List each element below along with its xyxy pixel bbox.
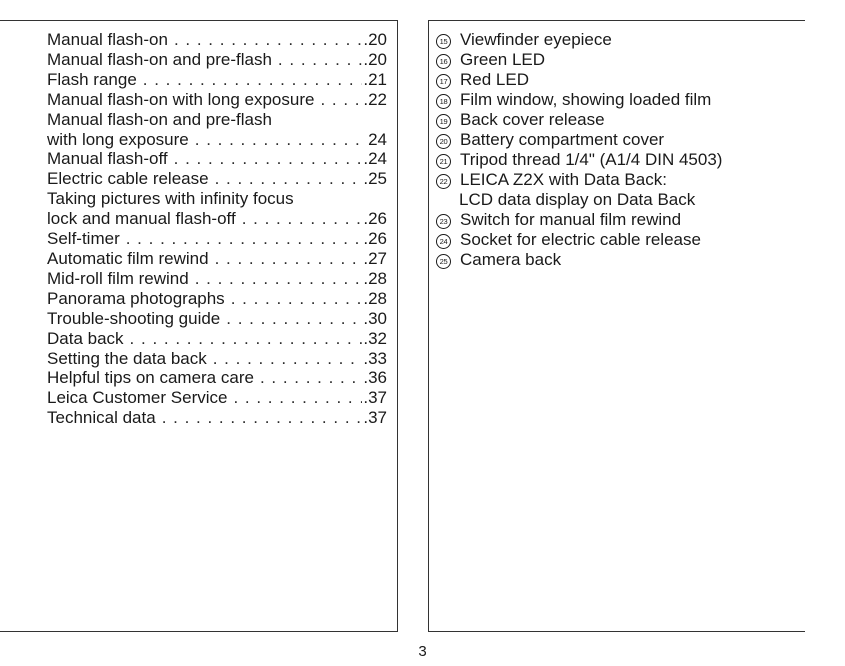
part-label: Film window, showing loaded film: [460, 90, 712, 109]
toc-title: Electric cable release: [47, 169, 209, 189]
toc-title: Automatic film rewind: [47, 248, 209, 268]
part-item: [436, 250, 722, 270]
toc-page-number: .33: [363, 348, 387, 368]
part-label: Back cover release: [460, 110, 605, 129]
circled-number-badge: 24: [436, 234, 451, 249]
toc-leader-dots: [195, 130, 367, 150]
toc-title: Manual flash-off: [47, 149, 168, 169]
toc-title: Taking pictures with infinity focus: [47, 189, 294, 209]
toc-title: Flash range: [47, 69, 137, 89]
toc-page-number: .20: [363, 30, 387, 49]
toc-page-number: .37: [363, 388, 387, 408]
circled-number-badge: 17: [436, 74, 451, 89]
part-item: [436, 230, 722, 250]
part-item: [436, 170, 722, 190]
toc-page-number: .24: [363, 149, 387, 169]
toc-title: Panorama photographs: [47, 288, 225, 308]
circled-number-badge: 22: [436, 174, 451, 189]
part-item: [436, 30, 722, 50]
toc-leader-dots: [231, 289, 363, 309]
toc-leader-dots: [233, 388, 362, 408]
toc-leader-dots: [215, 249, 363, 269]
part-label: LCD data display on Data Back: [459, 190, 696, 209]
toc-leader-dots: [213, 349, 363, 369]
part-label: Green LED: [460, 50, 546, 69]
toc-entry: [47, 169, 387, 189]
part-item: [436, 150, 722, 170]
toc-entry: [47, 90, 387, 110]
part-item: [436, 190, 722, 210]
toc-title: Setting the data back: [47, 348, 207, 368]
toc-page-number: .28: [363, 268, 387, 288]
toc-title: Mid-roll film rewind: [47, 268, 189, 288]
toc-page-number: .20: [363, 49, 387, 69]
toc-leader-dots: [130, 329, 363, 349]
toc-page-number: .22: [363, 89, 387, 109]
toc-page-number: .26: [363, 209, 387, 229]
part-item: [436, 70, 722, 90]
toc-leader-dots: [143, 70, 363, 90]
circled-number-badge: 15: [436, 34, 451, 49]
toc-leader-dots: [174, 30, 362, 50]
toc-page-number: 24: [368, 129, 387, 149]
toc-entry: [47, 130, 387, 150]
circled-number-badge: 21: [436, 154, 451, 169]
circled-number-badge: 20: [436, 134, 451, 149]
part-item: [436, 110, 722, 130]
toc-entry: [47, 110, 387, 130]
toc-page-number: .21: [363, 69, 387, 89]
toc-entry: [47, 189, 387, 209]
toc-entry: [47, 349, 387, 369]
toc-entry: [47, 70, 387, 90]
toc-title: Manual flash-on and pre-flash: [47, 109, 272, 129]
toc-leader-dots: [195, 269, 363, 289]
toc-title: Manual flash-on with long exposure: [47, 89, 315, 109]
toc-page-number: .25: [363, 169, 387, 189]
table-of-contents: [47, 30, 387, 428]
toc-leader-dots: [260, 368, 362, 388]
toc-leader-dots: [126, 229, 363, 249]
toc-title: Manual flash-on and pre-flash: [47, 49, 272, 69]
toc-title: Technical data: [47, 408, 156, 428]
part-label: LEICA Z2X with Data Back:: [460, 170, 667, 189]
toc-entry: [47, 309, 387, 329]
toc-page-number: .26: [363, 229, 387, 249]
toc-entry: [47, 329, 387, 349]
toc-title: Helpful tips on camera care: [47, 368, 254, 388]
toc-leader-dots: [226, 309, 362, 329]
camera-parts-list: [436, 30, 722, 270]
toc-entry: [47, 368, 387, 388]
toc-entry: [47, 408, 387, 428]
toc-entry: [47, 269, 387, 289]
circled-number-badge: 19: [436, 114, 451, 129]
toc-page-number: .30: [363, 308, 387, 328]
toc-page-number: .28: [363, 288, 387, 308]
toc-entry: [47, 149, 387, 169]
toc-page-number: .37: [363, 408, 387, 428]
toc-leader-dots: [215, 169, 363, 189]
toc-entry: [47, 289, 387, 309]
toc-entry: [47, 249, 387, 269]
circled-number-badge: 25: [436, 254, 451, 269]
part-label: Viewfinder eyepiece: [460, 30, 612, 49]
toc-title: Leica Customer Service: [47, 388, 228, 408]
circled-number-badge: 16: [436, 54, 451, 69]
part-item: [436, 50, 722, 70]
toc-entry: [47, 229, 387, 249]
toc-leader-dots: [174, 149, 363, 169]
toc-entry: [47, 209, 387, 229]
toc-entry: [47, 50, 387, 70]
circled-number-badge: 23: [436, 214, 451, 229]
part-label: Socket for electric cable release: [460, 229, 701, 249]
part-label: Camera back: [460, 249, 562, 269]
toc-leader-dots: [320, 90, 362, 110]
part-label: Switch for manual film rewind: [460, 209, 682, 229]
toc-entry: [47, 388, 387, 408]
part-item: [436, 130, 722, 150]
toc-leader-dots: [242, 209, 363, 229]
page-number: 3: [418, 643, 427, 660]
toc-page-number: .36: [363, 368, 387, 388]
part-item: [436, 210, 722, 230]
toc-leader-dots: [162, 408, 363, 428]
toc-entry: [47, 30, 387, 50]
circled-number-badge: 18: [436, 94, 451, 109]
toc-page-number: .27: [363, 248, 387, 268]
part-item: [436, 90, 722, 110]
toc-title: Data back: [47, 328, 124, 348]
toc-title: with long exposure: [47, 129, 189, 149]
toc-title: Manual flash-on: [47, 30, 168, 49]
part-label: Red LED: [460, 70, 529, 89]
toc-title: Self-timer: [47, 229, 120, 249]
part-label: Battery compartment cover: [460, 130, 665, 149]
part-label: Tripod thread 1/4" (A1/4 DIN 4503): [460, 150, 723, 169]
toc-title: Trouble-shooting guide: [47, 308, 221, 328]
toc-title: lock and manual flash-off: [47, 209, 236, 229]
toc-leader-dots: [278, 50, 362, 70]
toc-page-number: .32: [363, 328, 387, 348]
